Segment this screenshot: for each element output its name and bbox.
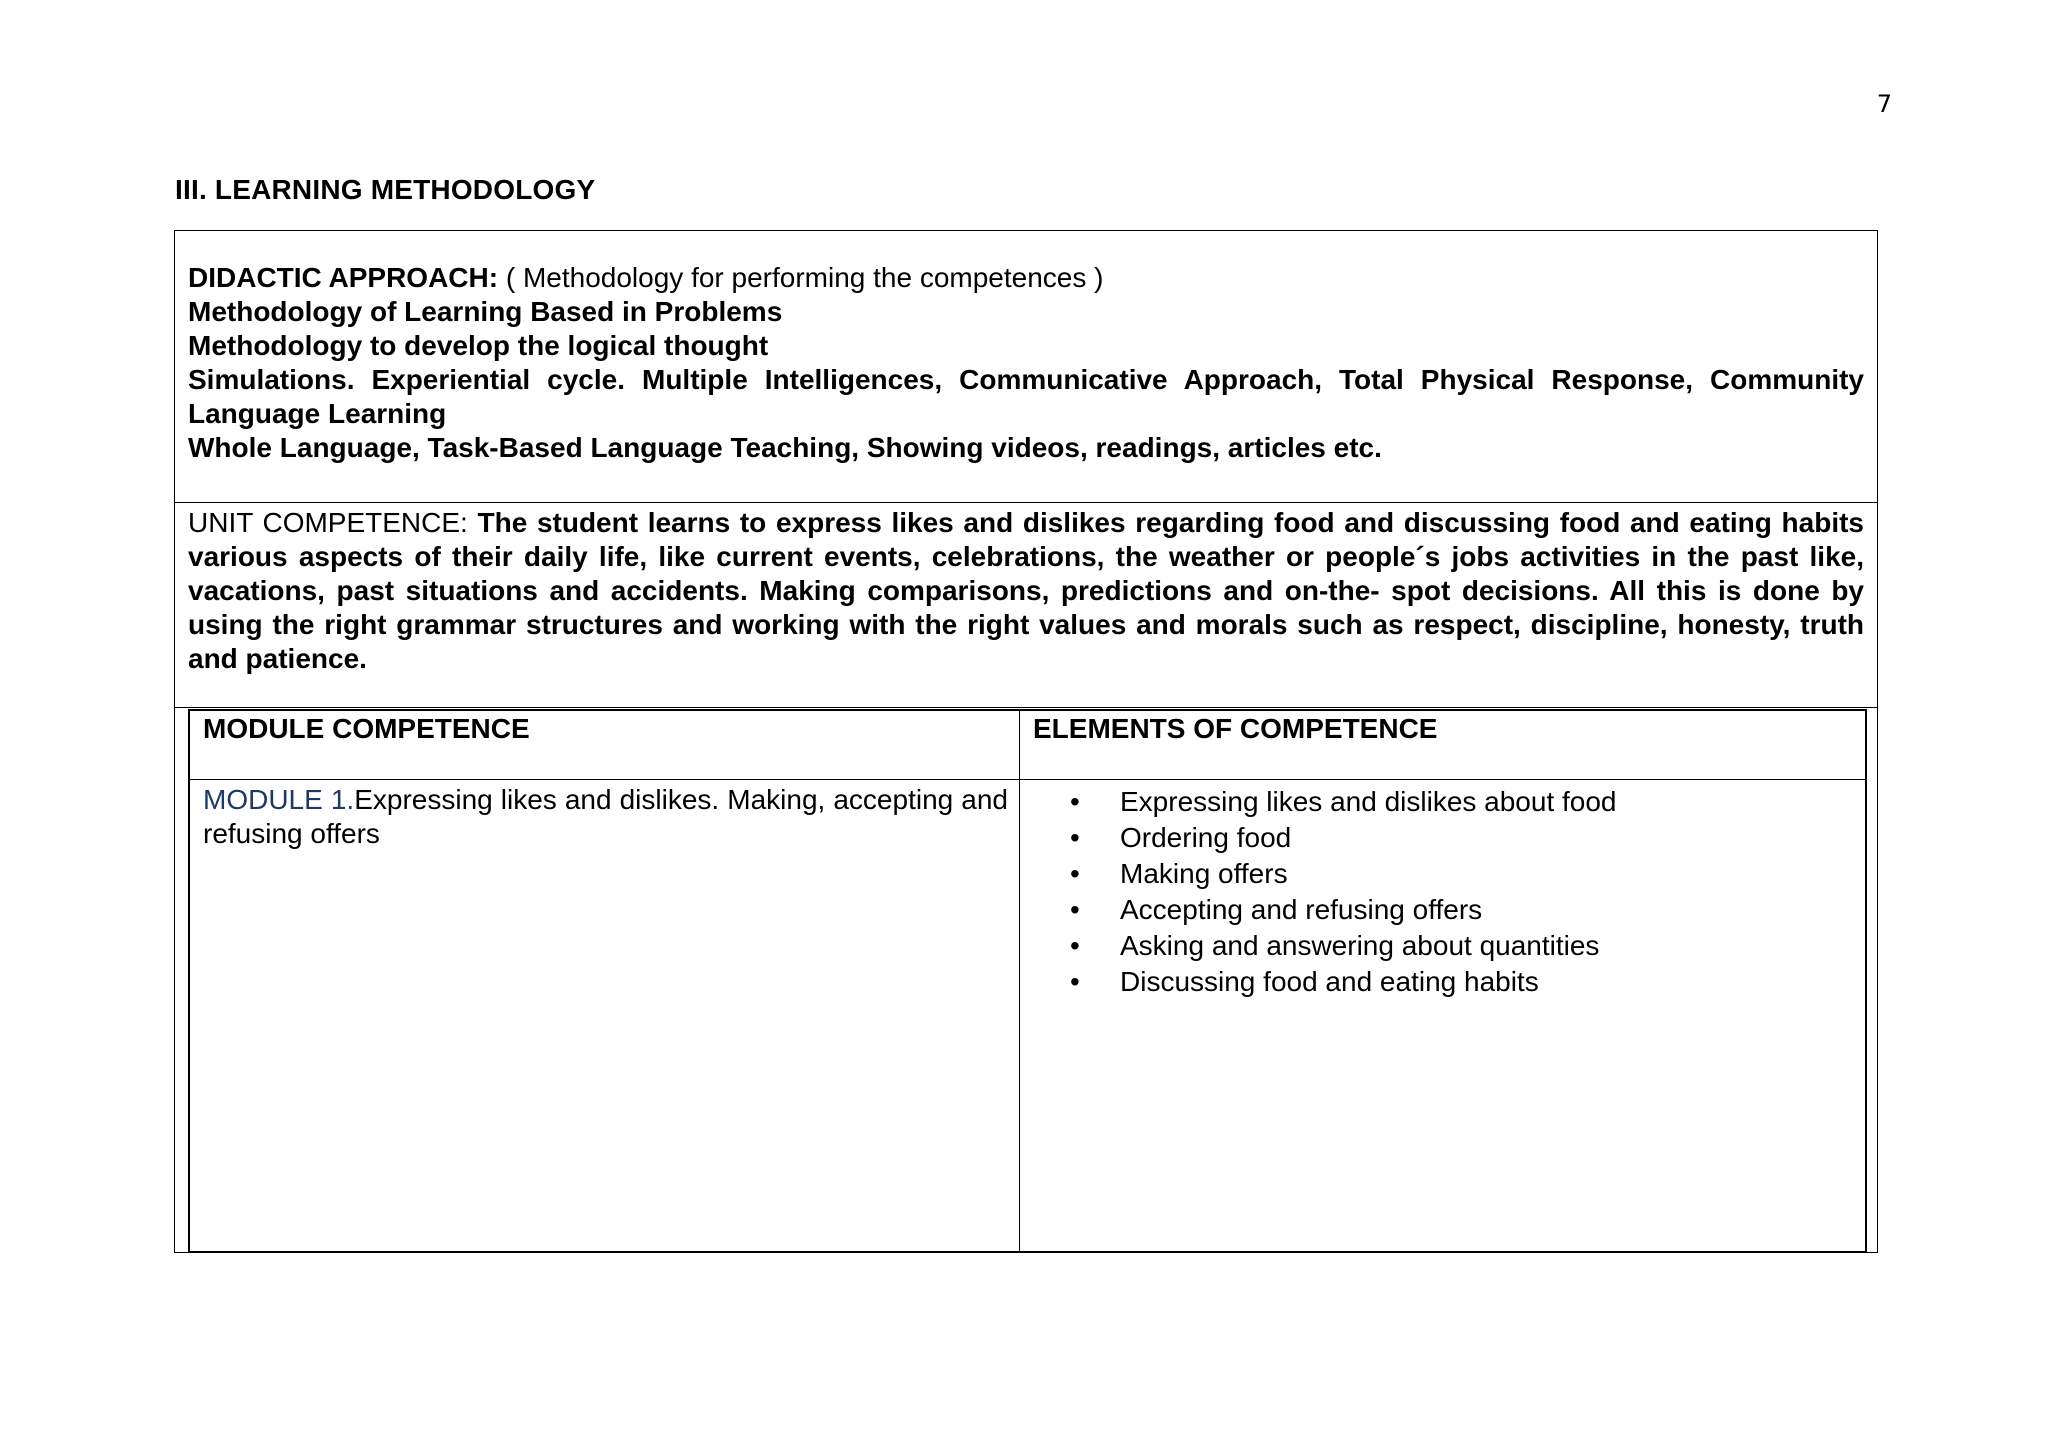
- unit-competence-text: The student learns to express likes and dislikes regarding food and discussing food and eating habits various aspects of their daily life, like current events, celebrations, the weather or people´s jobs activities in the past like, vacations, past situations and accidents. Making comparisons, predictions and on-the- spot decisions. All this is done by using the right grammar structures and working with the right values and morals such as respect, discipline, honesty, truth and patience.: [188, 507, 1864, 674]
- page-number: 7: [1876, 90, 1892, 118]
- didactic-line-4: Whole Language, Task-Based Language Teaching, Showing videos, readings, articles etc.: [188, 432, 1382, 463]
- bullet-icon: •: [1070, 786, 1080, 817]
- bullet-icon: •: [1070, 894, 1080, 925]
- didactic-line-3: Simulations. Experiential cycle. Multiple Intelligences, Communicative Approach, Total Physical Response, Community Language Learning: [188, 364, 1864, 429]
- elements-list: [1070, 784, 1617, 1000]
- didactic-line-1: Methodology of Learning Based in Problems: [188, 296, 783, 327]
- element-text: Making offers: [1120, 858, 1288, 889]
- section-divider: [175, 502, 1877, 503]
- didactic-heading-line: [188, 261, 1864, 295]
- didactic-note: ( Methodology for performing the competences ): [498, 262, 1104, 293]
- unit-competence-label: UNIT COMPETENCE:: [188, 507, 478, 538]
- list-item: [1070, 784, 1617, 820]
- bullet-icon: •: [1070, 930, 1080, 961]
- list-item: [1070, 820, 1617, 856]
- unit-competence: [188, 506, 1864, 676]
- module-1-label: MODULE 1.: [203, 784, 355, 815]
- column-divider: [1019, 711, 1020, 1251]
- list-item: [1070, 856, 1617, 892]
- list-item: [1070, 892, 1617, 928]
- bullet-icon: •: [1070, 858, 1080, 889]
- list-item: [1070, 964, 1617, 1000]
- didactic-line-2: Methodology to develop the logical thought: [188, 330, 769, 361]
- module-1-text: Expressing likes and dislikes. Making, accepting and refusing offers: [203, 784, 1008, 849]
- module-table: [188, 709, 1867, 1253]
- element-text: Expressing likes and dislikes about food: [1120, 786, 1617, 817]
- list-item: [1070, 928, 1617, 964]
- element-text: Asking and answering about quantities: [1120, 930, 1600, 961]
- bullet-icon: •: [1070, 822, 1080, 853]
- element-text: Discussing food and eating habits: [1120, 966, 1539, 997]
- methodology-box: [174, 230, 1878, 1253]
- didactic-approach: [188, 261, 1864, 465]
- module-competence-header: MODULE COMPETENCE: [203, 713, 530, 744]
- element-text: Accepting and refusing offers: [1120, 894, 1483, 925]
- bullet-icon: •: [1070, 966, 1080, 997]
- section-title: III. LEARNING METHODOLOGY: [175, 174, 596, 205]
- element-text: Ordering food: [1120, 822, 1292, 853]
- header-row-divider: [190, 779, 1865, 780]
- elements-competence-header: ELEMENTS OF COMPETENCE: [1033, 713, 1438, 744]
- didactic-label: DIDACTIC APPROACH:: [188, 262, 499, 293]
- section-divider: [175, 707, 1877, 708]
- module-1-cell: [203, 783, 1008, 851]
